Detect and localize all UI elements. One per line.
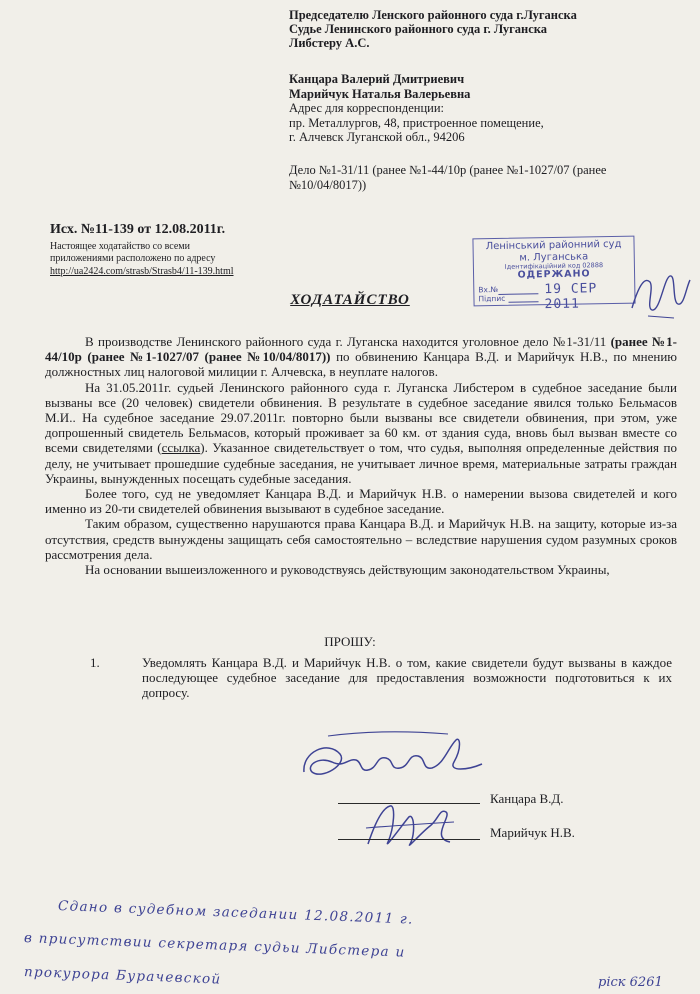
sender-name: Марийчук Наталья Валерьевна bbox=[289, 86, 471, 101]
publication-note bbox=[50, 241, 234, 278]
stamp-incoming-label: Вх.№ bbox=[478, 284, 499, 295]
address-label: Адрес для корреспонденции: bbox=[289, 101, 445, 115]
body-paragraph: Таким образом, существенно нарушаются права Канцара В.Д. и Марийчук Н.В. на защиту, которые из-за отсутствия, средств вынуждены защищать себя самостоятельно – вследствие нарушения судом разумных сроков рассмотрения дела. bbox=[45, 516, 677, 562]
body-paragraph: На основании вышеизложенного и руководствуясь действующим законодательством Украины, bbox=[85, 562, 610, 578]
stamp-received: ОДЕРЖАНО bbox=[517, 268, 591, 281]
document-body bbox=[45, 334, 677, 577]
addressee-line: Либстеру А.С. bbox=[289, 36, 370, 50]
stamp-code: Ідентифікаційний код 02888 bbox=[504, 261, 604, 271]
sender-block bbox=[289, 72, 544, 145]
page-mark: ріск 6261 bbox=[598, 975, 663, 990]
case-reference: Дело №1-31/11 (ранее №1-44/10р (ранее №1-1027/07 (ранее №10/04/8017)) bbox=[289, 163, 607, 192]
publication-link[interactable]: http://ua2424.com/strasb/Strasb4/11-139.html bbox=[50, 265, 234, 277]
addressee-block bbox=[289, 8, 577, 50]
signature-kantsara bbox=[298, 728, 488, 798]
addressee-line: Председателю Ленского районного суда г.Луганска bbox=[289, 8, 577, 22]
handwritten-note-line: Сдано в судебном заседании 12.08.2011 г. bbox=[57, 898, 414, 928]
reference-link[interactable]: ссылка bbox=[161, 440, 201, 456]
handwritten-note-line: прокурора Бурачевской bbox=[23, 964, 222, 988]
signature-mariychuk bbox=[360, 798, 460, 856]
request-item-text: Уведомлять Канцара В.Д. и Марийчук Н.В. о том, какие свидетели будут вызваны в каждое последующее судебное заседание для предоставления возможности подготовиться к их допросу. bbox=[142, 655, 672, 701]
previous-case-numbers: (ранее №1-44/10р (ранее №1-1027/07 (ранее №10/04/8017)) bbox=[45, 334, 677, 365]
note-line: приложениями расположено по адресу bbox=[50, 253, 216, 265]
body-paragraph: На 31.05.2011г. судьей Ленинского районного суда г. Луганска Либстером в судебное заседание были вызваны все (20 человек) свидетели обвинения. В результате в судебное заседание явился только Бельмасов М.И.. На судебное заседание 29.07.2011г. повторно были вызваны все свидетели обвинения, при этом, уже допрошенный свидетель Бельмасов, который проживает за 60 км. от здания суда, вновь был вызван вместе со всеми свидетелями (ссылка). Указанное свидетельствует о том, что судья, выполняя определенные действия по делу, не учитывает прошедшие судебные заседания, не учитывает личное время, материальные затраты граждан Украины, вынужденных посещать судебные заседания. bbox=[45, 379, 677, 486]
body-paragraph: В производстве Ленинского районного суда г. Луганска находится уголовное дело №1-31/11 (ранее №1-44/10р (ранее №1-1027/07 (ранее №10/04/8017)) по обвинению Канцара В.Д. и Марийчук Н.В., по мнению должностных лиц налоговой милиции г. Алчевска, в неуплате налогов. bbox=[45, 334, 677, 380]
stamp-signature-label: Підпис bbox=[478, 293, 506, 304]
address-line: пр. Металлургов, 48, пристроенное помещение, bbox=[289, 115, 544, 130]
handwritten-note-line: в присутствии секретаря судьи Либстера и bbox=[23, 930, 406, 961]
stamp-court: Ленінський районний суд bbox=[485, 238, 622, 253]
address-line: г. Алчевск Луганской обл., 94206 bbox=[289, 130, 465, 144]
stamp-city: м. Луганська bbox=[519, 251, 589, 264]
signatory-name: Канцара В.Д. bbox=[490, 791, 564, 806]
body-paragraph: Более того, суд не уведомляет Канцара В.Д. и Марийчук Н.В. о намерении вызова свидетелей и кого именно из 20-ти свидетелей обвинения вызывают в судебное заседание. bbox=[45, 486, 677, 517]
outgoing-number: Исх. №11-139 от 12.08.2011г. bbox=[50, 222, 226, 237]
stamp-date: 19 СЕР 2011 bbox=[544, 281, 598, 313]
document-title: ХОДАТАЙСТВО bbox=[290, 292, 410, 308]
request-item-number: 1. bbox=[90, 655, 100, 670]
signatory-name: Марийчук Н.В. bbox=[490, 825, 575, 840]
note-line: Настоящее ходатайство со всеми bbox=[50, 241, 190, 252]
addressee-line: Судье Ленинского районного суда г. Луганска bbox=[289, 22, 548, 36]
sender-name: Канцара Валерий Дмитриевич bbox=[289, 72, 465, 86]
signature-line bbox=[338, 839, 480, 840]
request-heading: ПРОШУ: bbox=[324, 634, 376, 649]
